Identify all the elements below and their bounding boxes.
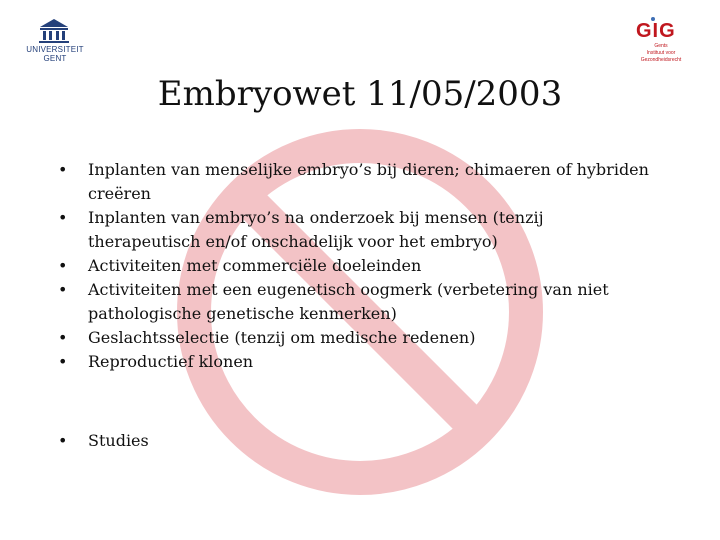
bullet-dot: •	[58, 280, 68, 299]
list-item-text: Geslachtsselectie (tenzij om medische redenen)	[88, 328, 476, 347]
list-item-text: Inplanten van embryo’s na onderzoek bij mensen (tenzij therapeutisch en/of onschadelijk voor het embryo)	[88, 208, 544, 251]
list-item	[54, 350, 654, 374]
list-item	[54, 278, 654, 326]
list-item	[54, 429, 654, 453]
gig-logo-subtitle-3: Gezondheidsrecht	[640, 57, 682, 63]
bullet-dot: •	[58, 352, 68, 371]
list-item-text: Activiteiten met commerciële doeleinden	[88, 256, 422, 275]
bullet-list	[54, 158, 654, 453]
bullet-dot: •	[58, 328, 68, 347]
bullet-dot: •	[58, 160, 68, 179]
list-item-text: Studies	[88, 431, 149, 450]
list-item-text: Inplanten van menselijke embryo’s bij dieren; chimaeren of hybriden creëren	[88, 160, 649, 203]
list-item	[54, 206, 654, 254]
list-item-text: Activiteiten met een eugenetisch oogmerk (verbetering van niet pathologische genetische kenmerken)	[88, 280, 609, 323]
gig-logo-mark: GIG	[636, 20, 676, 42]
list-item	[54, 254, 654, 278]
bullet-dot: •	[58, 208, 68, 227]
bullet-dot: •	[58, 256, 68, 275]
ugent-logo-text-bottom: GENT	[43, 54, 67, 63]
list-item	[54, 326, 654, 350]
university-building-icon	[37, 18, 71, 44]
gig-logo-subtitle-1: Gents	[654, 43, 668, 49]
gig-logo-subtitle-2: Instituut voor	[646, 50, 676, 56]
list-item	[54, 158, 654, 206]
bullet-dot: •	[58, 431, 68, 450]
list-item-text: Reproductief klonen	[88, 352, 254, 371]
ugent-logo-text-top: UNIVERSITEIT	[26, 45, 84, 54]
ugent-logo	[24, 18, 86, 66]
gig-logo	[632, 12, 688, 68]
slide-title: Embryowet 11/05/2003	[157, 74, 563, 114]
